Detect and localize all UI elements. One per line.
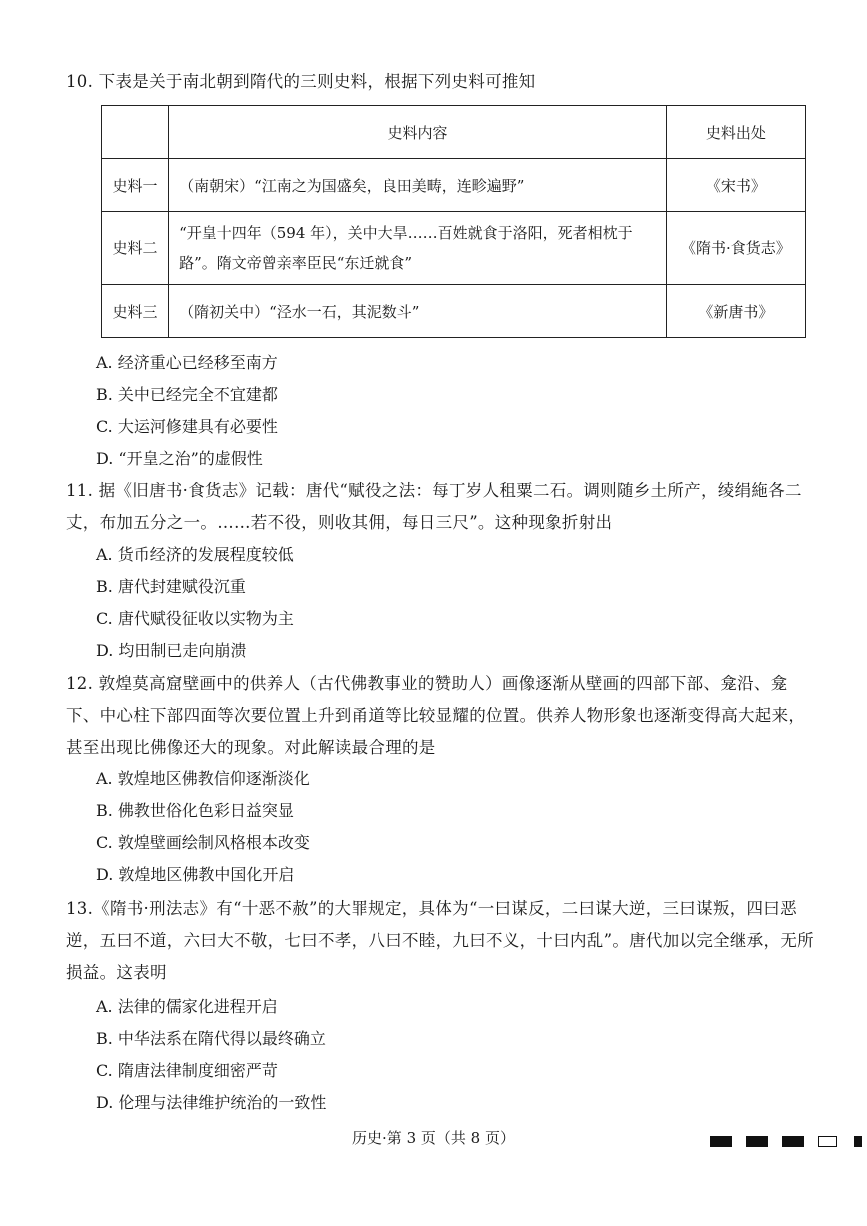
question-10-stem: 10. 下表是关于南北朝到隋代的三则史料，根据下列史料可推知	[66, 72, 536, 91]
source-table	[101, 105, 806, 338]
page-marker-filled	[710, 1136, 732, 1147]
table-row	[102, 212, 806, 285]
q11-option-d: D. 均田制已走向崩溃	[96, 641, 247, 660]
q12-option-d: D. 敦煌地区佛教中国化开启	[96, 865, 295, 884]
q13-option-a: A. 法律的儒家化进程开启	[96, 997, 278, 1016]
q12-option-a: A. 敦煌地区佛教信仰逐渐淡化	[96, 769, 310, 788]
table-header-blank	[102, 106, 169, 159]
question-13-stem: 13.《隋书·刑法志》有“十恶不赦”的大罪规定，具体为“一曰谋反，二曰谋大逆，三曰谋叛，四曰恶逆，五曰不道，六曰大不敬，七曰不孝，八曰不睦，九曰不义，十曰内乱”。唐代加以完全继承，无所损益。这表明	[66, 899, 814, 982]
row-content: （南朝宋）“江南之为国盛矣，良田美畴，连畛遍野”	[169, 159, 667, 212]
q12-option-b: B. 佛教世俗化色彩日益突显	[96, 801, 294, 820]
row-label: 史料一	[102, 159, 169, 212]
q12-option-c: C. 敦煌壁画绘制风格根本改变	[96, 833, 310, 852]
page-marker-filled	[746, 1136, 768, 1147]
q10-option-a: A. 经济重心已经移至南方	[96, 353, 278, 372]
page-marker-filled	[782, 1136, 804, 1147]
q11-option-b: B. 唐代封建赋役沉重	[96, 577, 246, 596]
table-header-row	[102, 106, 806, 159]
q13-option-b: B. 中华法系在隋代得以最终确立	[96, 1029, 326, 1048]
question-12-stem: 12. 敦煌莫高窟壁画中的供养人（古代佛教事业的赞助人）画像逐渐从壁画的四部下部、龛沿、龛下、中心柱下部四面等次要位置上升到甬道等比较显耀的位置。供养人物形象也逐渐变得高大起来，甚至出现比佛像还大的现象。对此解读最合理的是	[66, 674, 806, 757]
row-content: （隋初关中）“泾水一石，其泥数斗”	[169, 285, 667, 338]
table-row	[102, 159, 806, 212]
question-11-stem: 11. 据《旧唐书·食货志》记载：唐代“赋役之法：每丁岁人租粟二石。调则随乡土所产，绫绢絁各二丈，布加五分之一。……若不役，则收其佣，每日三尺”。这种现象折射出	[66, 481, 802, 532]
page-marker-hollow	[818, 1136, 837, 1147]
table-header-content: 史料内容	[169, 106, 667, 159]
q10-option-d: D. “开皇之治”的虚假性	[96, 449, 263, 468]
q11-option-a: A. 货币经济的发展程度较低	[96, 545, 294, 564]
q13-option-d: D. 伦理与法律维护统治的一致性	[96, 1093, 327, 1112]
row-label: 史料三	[102, 285, 169, 338]
table-header-source: 史料出处	[666, 106, 805, 159]
q10-option-b: B. 关中已经完全不宜建都	[96, 385, 278, 404]
q13-option-c: C. 隋唐法律制度细密严苛	[96, 1061, 278, 1080]
q10-option-c: C. 大运河修建具有必要性	[96, 417, 278, 436]
row-label: 史料二	[102, 212, 169, 285]
q11-option-c: C. 唐代赋役征收以实物为主	[96, 609, 294, 628]
table-row	[102, 285, 806, 338]
row-source: 《隋书·食货志》	[666, 212, 805, 285]
page-marker-filled	[854, 1136, 862, 1147]
page-footer: 历史·第 3 页（共 8 页）	[352, 1129, 515, 1147]
row-source: 《宋书》	[666, 159, 805, 212]
row-source: 《新唐书》	[666, 285, 805, 338]
row-content: “开皇十四年（594 年），关中大旱……百姓就食于洛阳，死者相枕于路”。隋文帝曾亲率臣民“东迁就食”	[169, 212, 667, 285]
